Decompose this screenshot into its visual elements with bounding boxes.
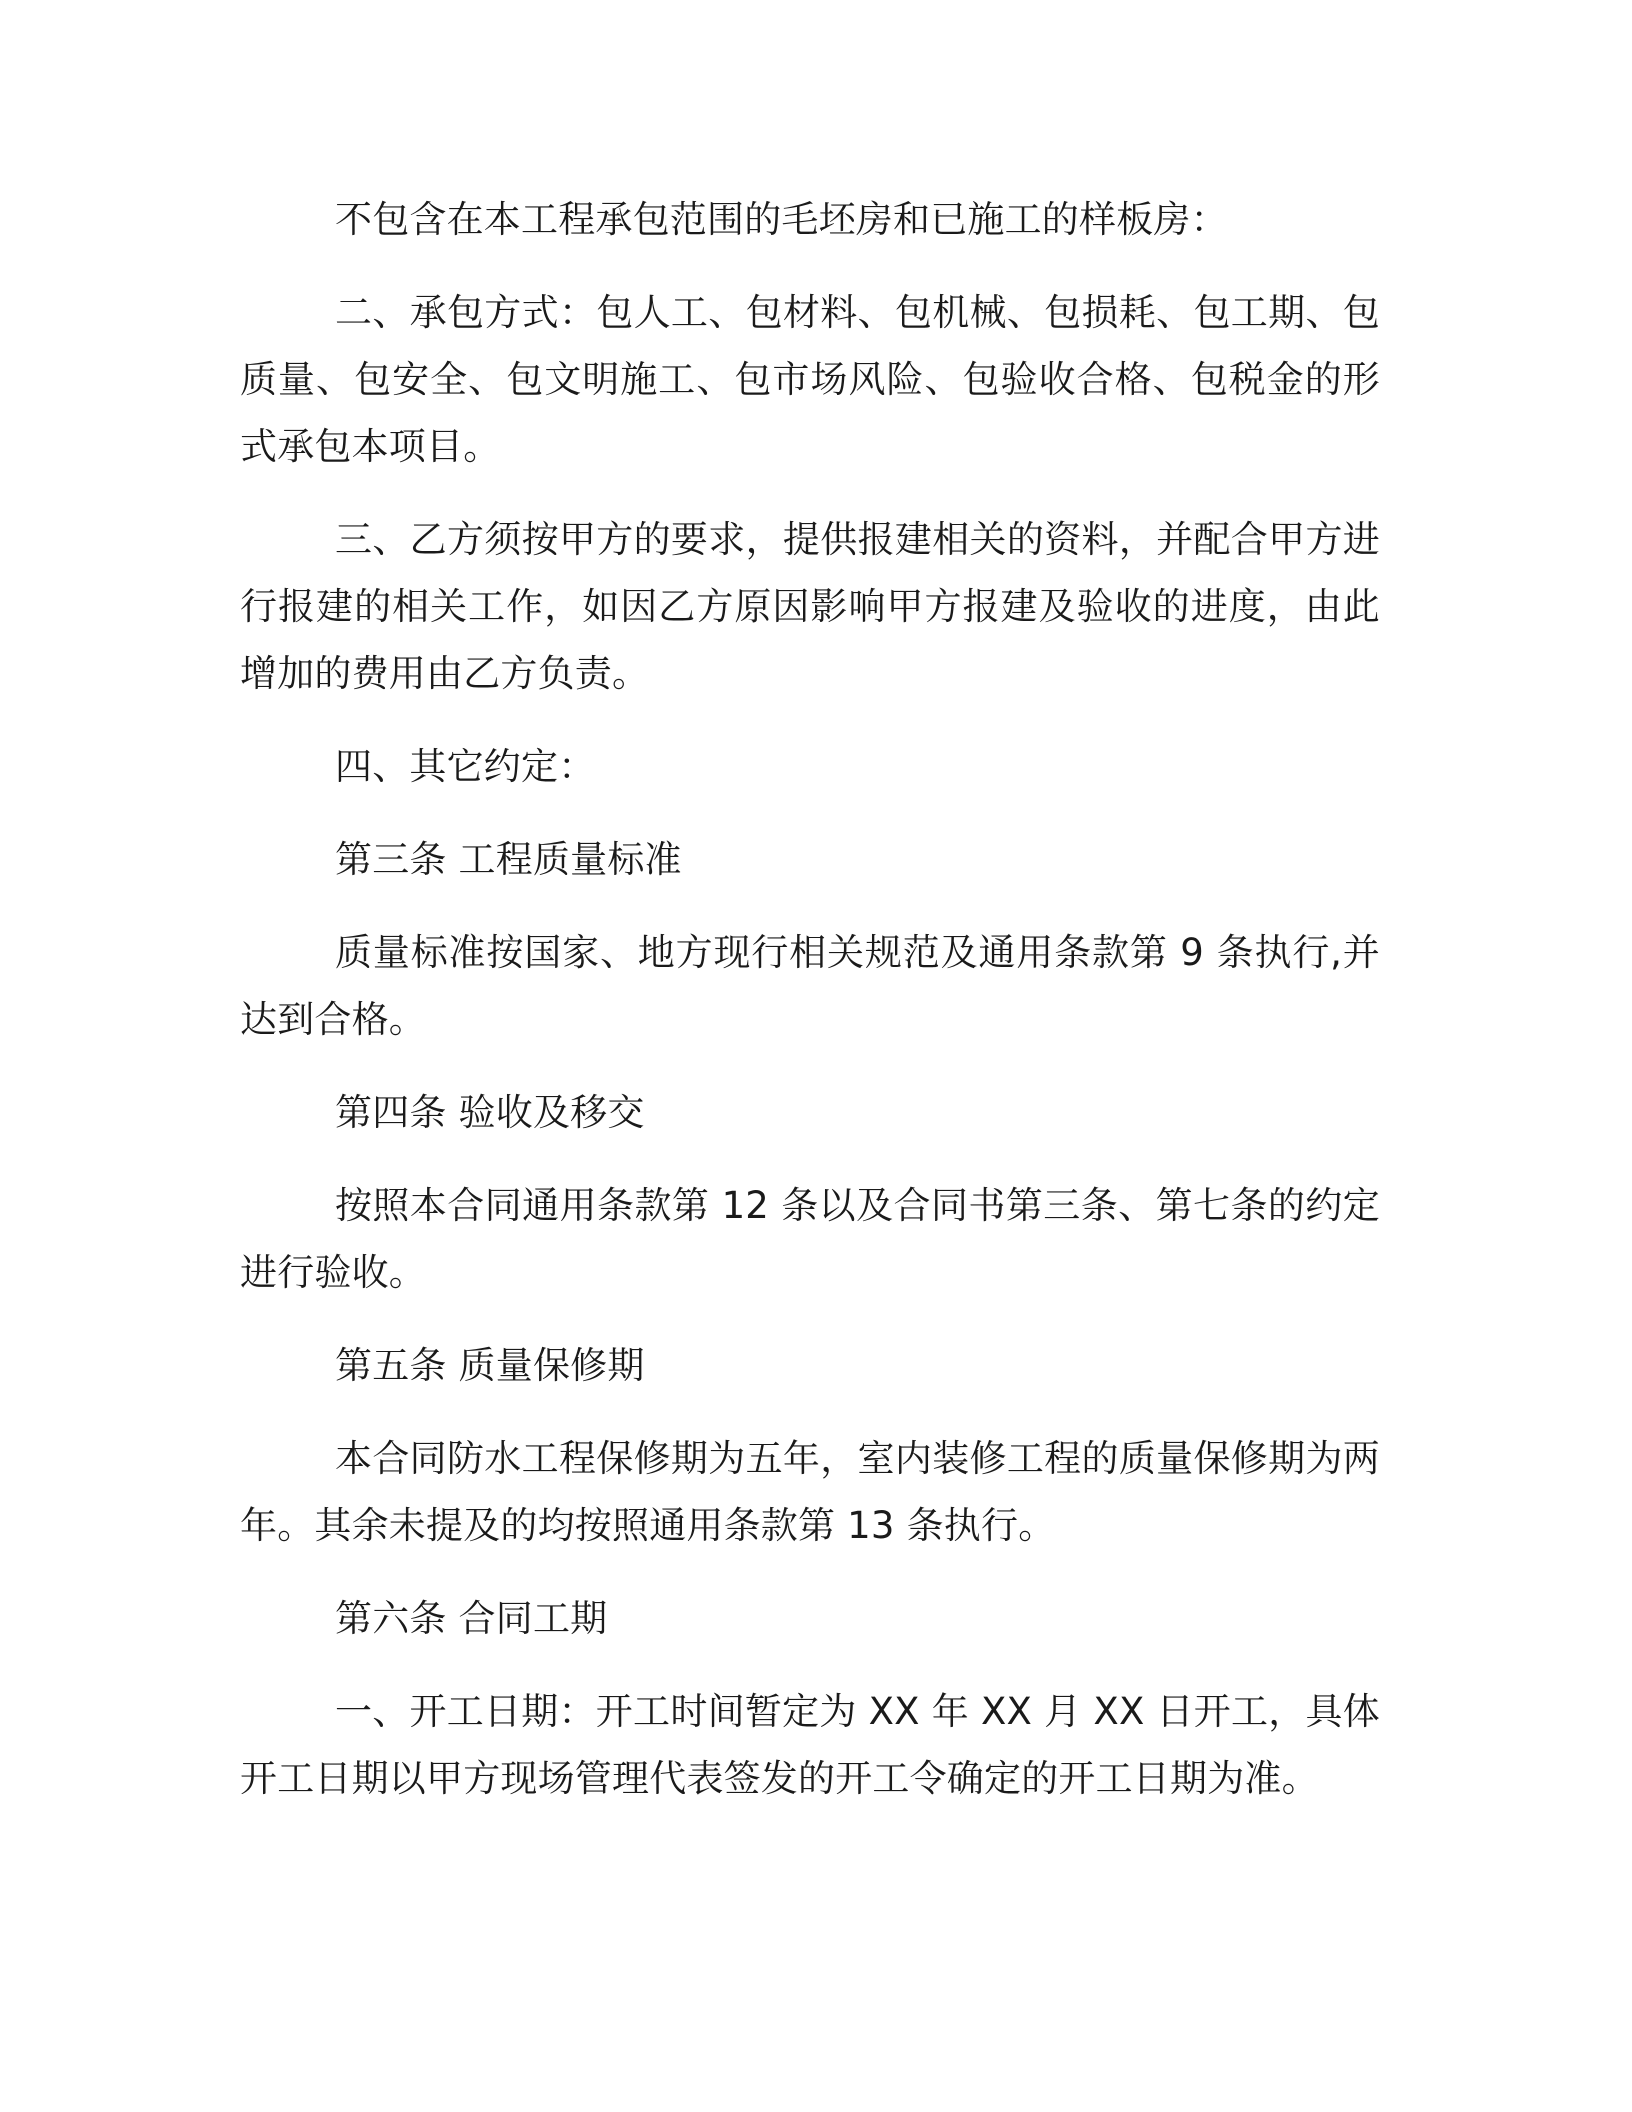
article-3-body: 质量标准按国家、地方现行相关规范及通用条款第 9 条执行,并达到合格。: [240, 931, 1380, 1041]
article-3-heading: 第三条 工程质量标准: [335, 838, 682, 881]
article-4-heading: 第四条 验收及移交: [335, 1091, 645, 1134]
article-5-heading: 第五条 质量保修期: [335, 1344, 645, 1387]
paragraph-other-agreements: 四、其它约定：: [335, 745, 596, 788]
article-4-body: 按照本合同通用条款第 12 条以及合同书第三条、第七条的约定进行验收。: [240, 1184, 1380, 1294]
paragraph-filing-materials: 三、乙方须按甲方的要求，提供报建相关的资料，并配合甲方进行报建的相关工作，如因乙方原因影响甲方报建及验收的进度，由此增加的费用由乙方负责。: [240, 518, 1380, 695]
article-5-body: 本合同防水工程保修期为五年，室内装修工程的质量保修期为两年。其余未提及的均按照通用条款第 13 条执行。: [240, 1437, 1380, 1547]
paragraph-contract-method: 二、承包方式：包人工、包材料、包机械、包损耗、包工期、包质量、包安全、包文明施工、包市场风险、包验收合格、包税金的形式承包本项目。: [240, 291, 1380, 468]
paragraph-excluded-scope: 不包含在本工程承包范围的毛坯房和已施工的样板房：: [335, 198, 1228, 241]
article-6-start-date: 一、开工日期：开工时间暂定为 XX 年 XX 月 XX 日开工，具体开工日期以甲方现场管理代表签发的开工令确定的开工日期为准。: [240, 1690, 1380, 1800]
document-body: [240, 186, 1380, 1838]
article-6-heading: 第六条 合同工期: [335, 1597, 608, 1640]
